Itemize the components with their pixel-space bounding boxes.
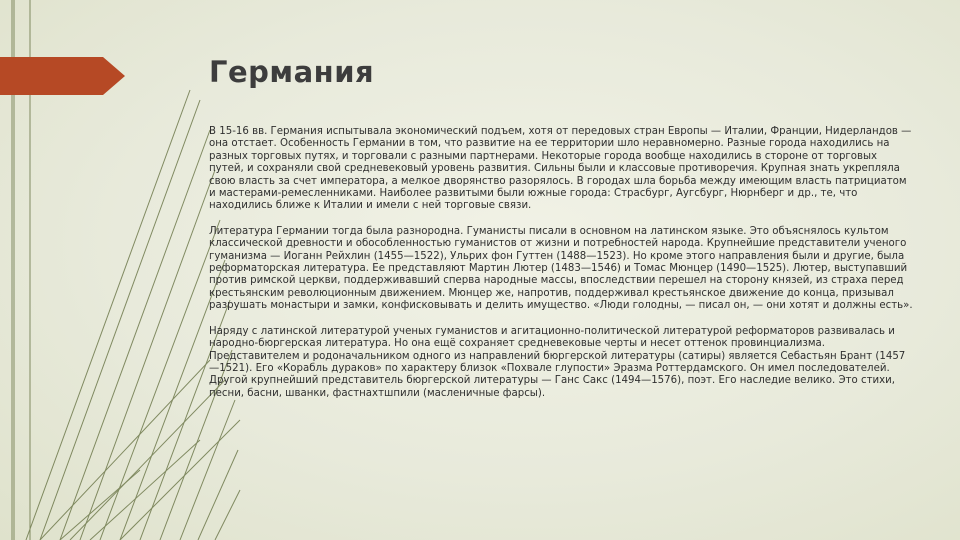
paragraph-literature: Литература Германии тогда была разнородна. Гуманисты писали в основном на латинском языке. Это объяснялось культом классической древности и обособленностью гуманистов от жизни и потребностей народа. Крупнейшие представители ученого гуманизма — Иоганн Рейхлин (1455—1522), Ульрих фон Гуттен (1488—1523). Но кроме этого направления были и другие, была реформаторская литература. Ее представляют Мартин Лютер (1483—1546) и Томас Мюнцер (1490—1525). Лютер, выступавший против римской церкви, поддерживавший сперва народные массы, впоследствии перешел на сторону князей, из страха перед крестьянским революционным движением. Мюнцер же, напротив, поддерживал крестьянское движение до конца, призывал разрушать монастыри и замки, конфисковывать и делить имущество. «Люди голодны, — писал он, — они хотят и должны есть». [209,225,913,312]
paragraph-burgher-literature: Наряду с латинской литературой ученых гуманистов и агитационно-политической литературой реформаторов развивалась и народно-бюргерская литература. Но она ещё сохраняет средневековые черты и несет оттенок провинциализма. Представителем и родоначальником одного из направлений бюргерской литературы (сатиры) является Себастьян Брант (1457—1521). Его «Корабль дураков» по характеру близок «Похвале глупости» Эразма Роттердамского. Он имел последователей. Другой крупнейший представитель бюргерской литературы — Ганс Сакс (1494—1576), поэт. Его наследие велико. Это стихи, песни, басни, шванки, фастнахтшпили (масленичные фарсы). [209,325,906,399]
slide-content [209,126,914,413]
paragraph-economy: В 15-16 вв. Германия испытывала экономический подъем, хотя от передовых стран Европы — Италии, Франции, Нидерландов — она отстает. Особенность Германии в том, что развитие на ее территории шло неравномерно. Разные города находились на разных торговых путях, и торговали с разными партнерами. Некоторые города вообще находились в стороне от торговых путей, и сохраняли свой средневековый уровень развития. Сильны были и классовые противоречия. Крупная знать укрепляла свою власть за счет императора, а мелкое дворянство разорялось. В городах шла борьба между имеющим власть патрициатом и мастерами-ремесленниками. Наиболее развитыми были южные города: Страсбург, Аугсбург, Нюрнберг и др., те, что находились ближе к Италии и имели с ней торговые связи. [209,126,912,212]
title-accent-bar [0,57,103,95]
title-accent-arrow [103,57,125,95]
slide-title: Германия [209,55,375,89]
